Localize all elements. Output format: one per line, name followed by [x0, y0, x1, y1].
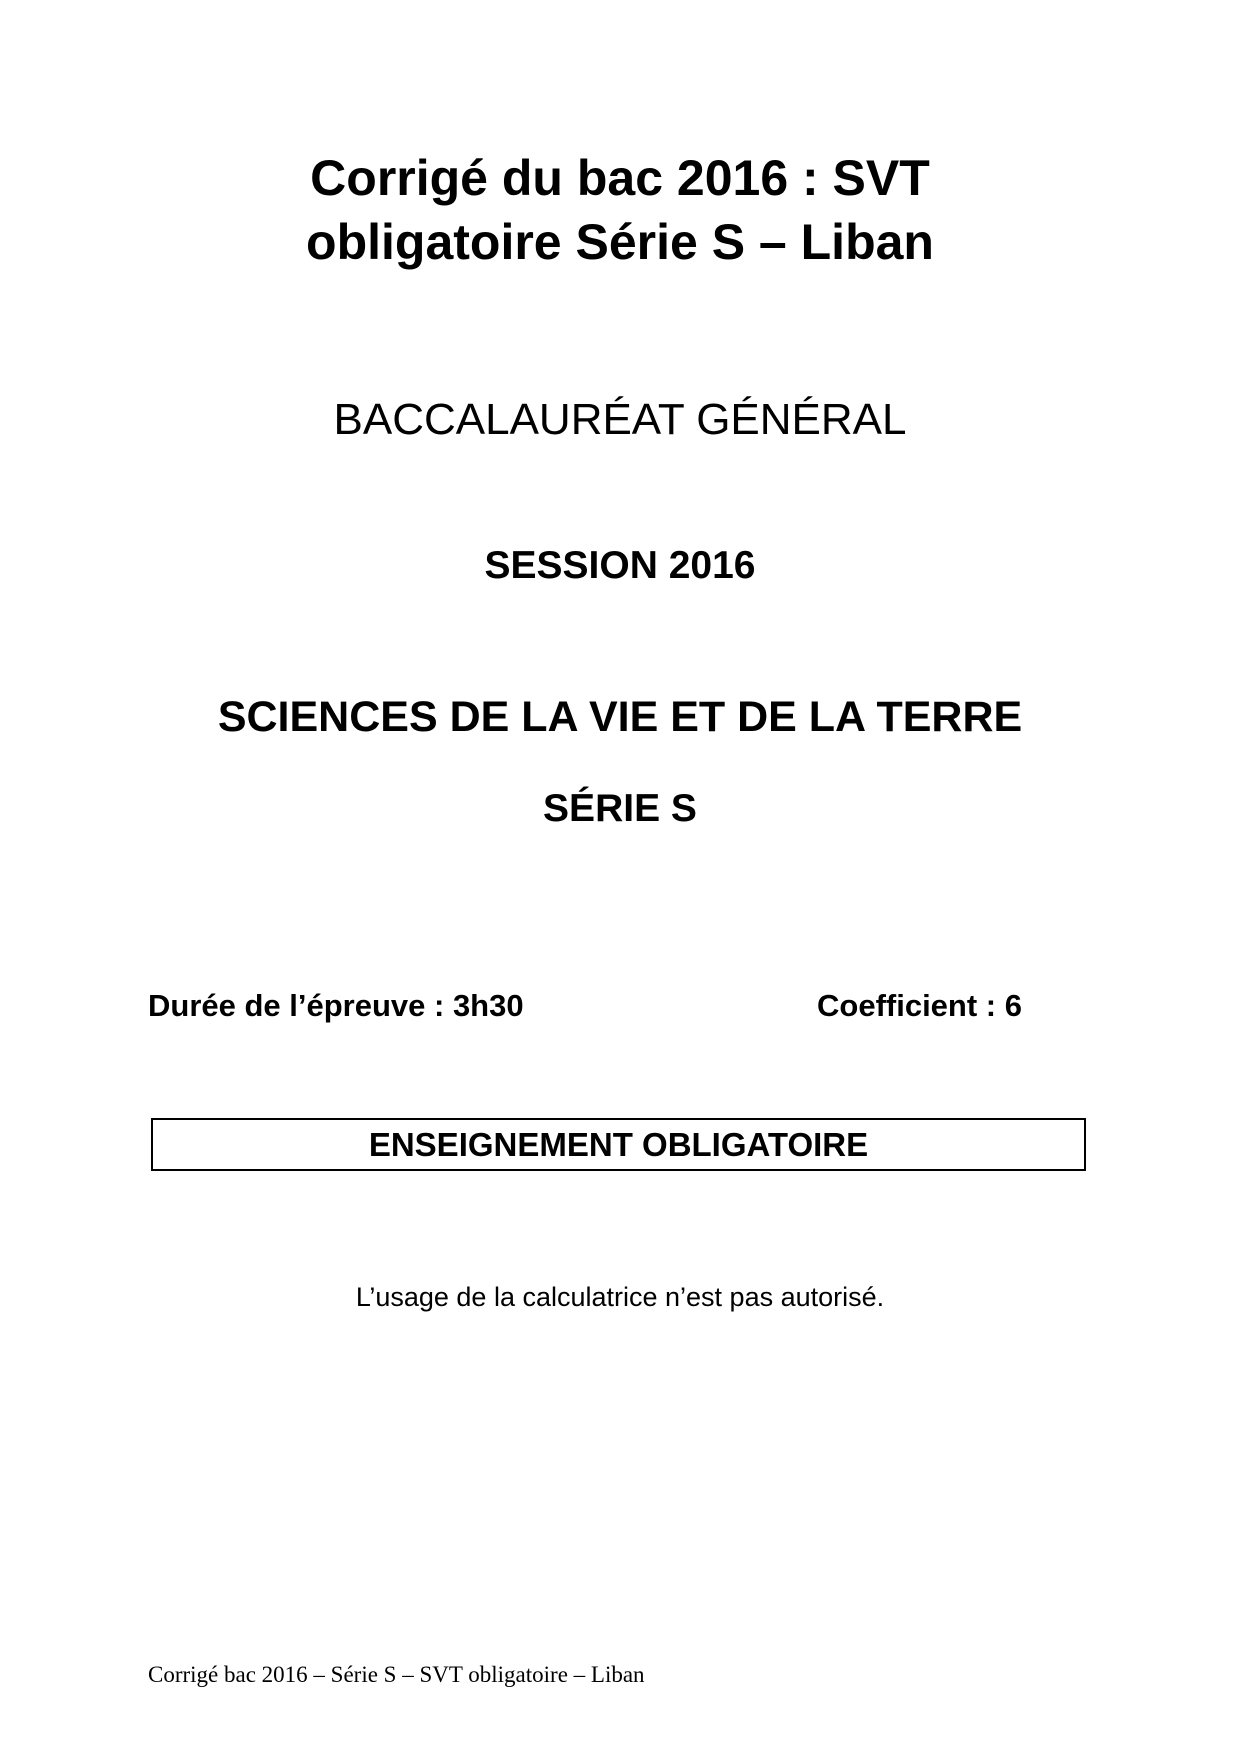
teaching-type-box	[151, 1118, 1086, 1171]
series-heading: SÉRIE S	[543, 787, 697, 830]
document-title	[0, 146, 1240, 274]
title-line-1: Corrigé du bac 2016 : SVT	[310, 150, 930, 206]
exam-duration: Durée de l’épreuve : 3h30	[148, 988, 524, 1023]
teaching-type-label: ENSEIGNEMENT OBLIGATOIRE	[368, 1125, 869, 1163]
exam-coefficient: Coefficient : 6	[817, 988, 1022, 1023]
exam-type-heading: BACCALAURÉAT GÉNÉRAL	[333, 395, 907, 444]
calculator-note: L’usage de la calculatrice n’est pas autorisé.	[355, 1282, 885, 1312]
session-heading: SESSION 2016	[484, 544, 756, 587]
subject-heading: SCIENCES DE LA VIE ET DE LA TERRE	[217, 693, 1023, 741]
title-line-2: obligatoire Série S – Liban	[306, 214, 934, 270]
page-footer: Corrigé bac 2016 – Série S – SVT obligatoire – Liban	[148, 1662, 645, 1687]
